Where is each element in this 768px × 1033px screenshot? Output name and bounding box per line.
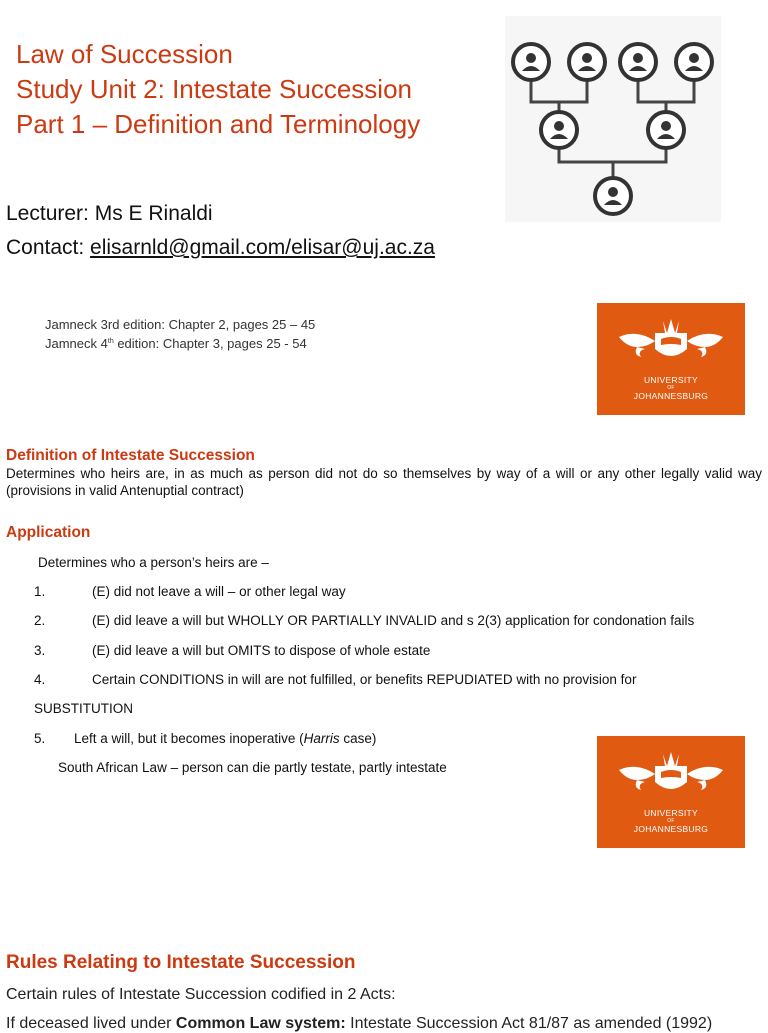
list-item-number: 2. [34,613,46,628]
contact-label: Contact: [6,236,91,259]
lecturer-line: Lecturer: Ms E Rinaldi [6,202,213,225]
list-item-continuation [34,701,133,716]
list-item-text: (E) did leave a will but OMITS to dispose of whole estate [92,643,431,658]
list-item [34,584,346,599]
contact-line [6,230,435,265]
reference-2-sup: th [107,338,114,345]
reference-2-post: edition: Chapter 3, pages 25 - 54 [113,336,307,351]
uj-logo-of: OF [667,385,675,391]
title-line-3: Part 1 – Definition and Terminology [16,109,421,139]
list-item [34,613,694,628]
application-heading: Application [6,524,91,541]
application-note: South African Law – person can die partly testate, partly intestate [58,760,447,775]
uj-logo [597,303,745,415]
reference-2-pre: Jamneck 4 [45,336,108,351]
rules-partial-post: Intestate Succession Act 81/87 as amended (1992) [345,1015,713,1032]
rules-text: Certain rules of Intestate Succession codified in 2 Acts: [6,986,396,1003]
uj-logo-text [597,808,745,834]
uj-logo-line2: JOHANNESBURG [633,391,709,401]
reference-line-1: Jamneck 3rd edition: Chapter 2, pages 25 – 45 [45,317,316,332]
rules-partial-line [6,1015,712,1033]
list-item [34,643,430,658]
title-line-2: Study Unit 2: Intestate Succession [16,74,412,104]
reference-line-2 [45,333,307,352]
rules-partial-pre: If deceased lived under [6,1015,176,1032]
title-block [16,37,420,142]
list-item-number: 4. [34,672,46,687]
uj-crest-icon [597,303,745,373]
definition-text: Determines who heirs are, in as much as person did not do so themselves by way of a will or any other legally valid way (provisions in valid Antenuptial contract) [6,466,762,498]
contact-email-link[interactable]: elisarnld@gmail.com/elisar@uj.ac.za [90,236,435,259]
uj-logo [597,736,745,848]
definition-heading: Definition of Intestate Succession [6,447,255,464]
uj-crest-icon [597,736,745,806]
list-item-text: (E) did leave a will but WHOLLY OR PARTIALLY INVALID and s 2(3) application for condonation fails [92,613,695,628]
list-item-text: SUBSTITUTION [34,701,134,716]
uj-logo-line2: JOHANNESBURG [633,824,709,834]
list-item-text: (E) did not leave a will – or other legal way [92,584,346,599]
uj-logo-line1: UNIVERSITY [643,375,698,385]
title-line-1: Law of Succession [16,39,233,69]
list-item-text: Certain CONDITIONS in will are not fulfilled, or benefits REPUDIATED with no provision for [92,672,637,687]
list-item-text-post: case) [339,731,377,746]
application-intro: Determines who a person’s heirs are – [38,555,269,570]
list-item-number: 1. [34,584,46,599]
uj-logo-line1: UNIVERSITY [643,808,698,818]
list-item [34,731,376,746]
rules-heading: Rules Relating to Intestate Succession [6,952,356,973]
family-tree-icon [505,16,721,222]
list-item-number: 5. [34,731,46,746]
list-item-number: 3. [34,643,46,658]
list-item-text-pre: Left a will, but it becomes inoperative ( [74,731,304,746]
rules-partial-bold: Common Law system: [175,1015,346,1032]
list-item [34,672,636,687]
uj-logo-of: OF [667,818,675,824]
uj-logo-text [597,375,745,401]
case-name: Harris [303,731,340,746]
